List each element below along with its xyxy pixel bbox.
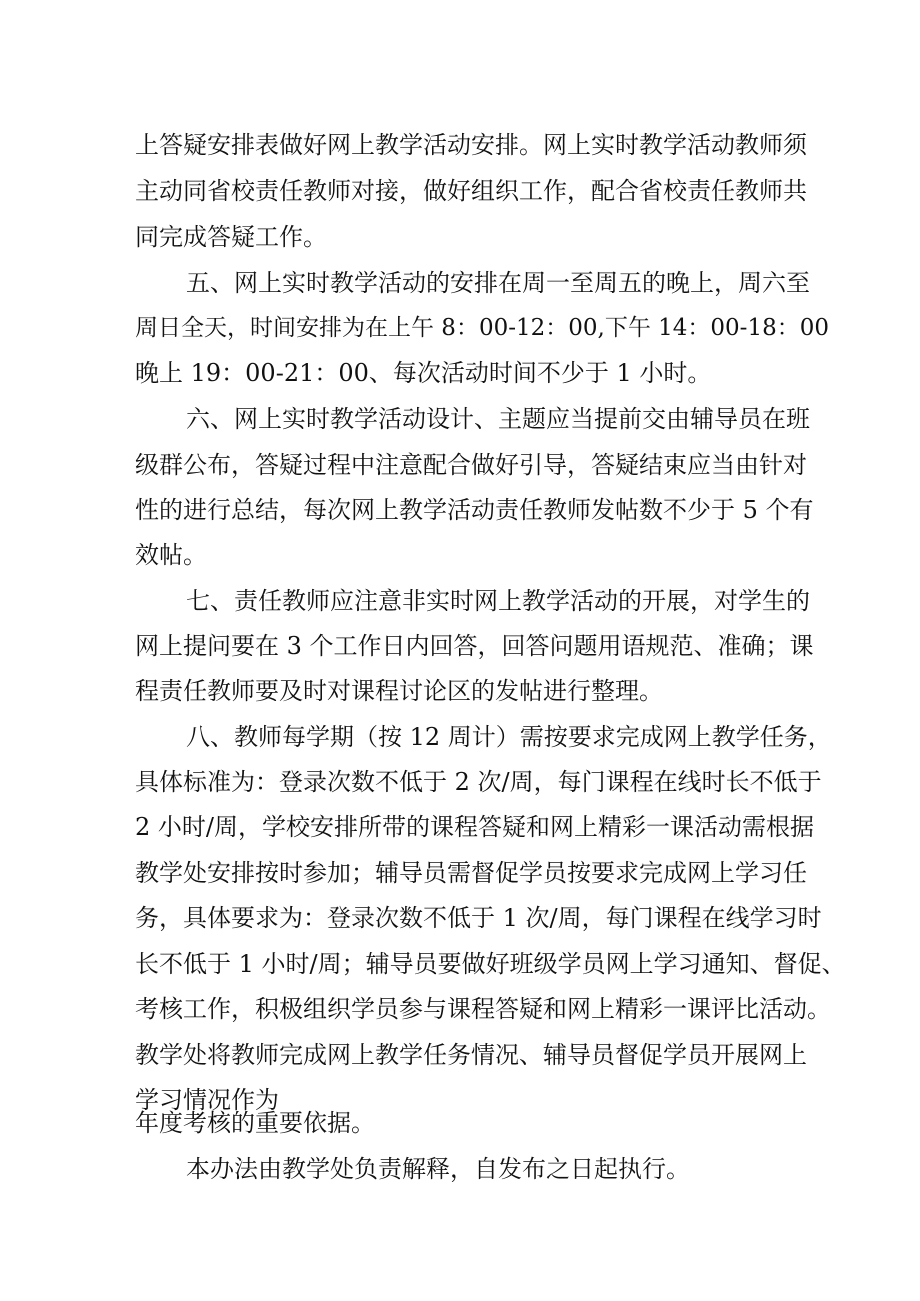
text-line: 级群公布，答疑过程中注意配合做好引导，答疑结束应当由针对	[135, 451, 807, 479]
text-line: 同完成答疑工作。	[135, 223, 327, 251]
text-line: 程责任教师要及时对课程讨论区的发帖进行整理。	[135, 677, 663, 705]
text-line: 网上提问要在 3 个工作日内回答，回答问题用语规范、准确；课	[135, 632, 814, 660]
closing-statement: 本办法由教学处负责解释，自发布之日起执行。	[186, 1155, 690, 1183]
text-line: 教学处将教师完成网上教学任务情况、辅导员督促学员开展网上	[135, 1041, 807, 1069]
text-line: 考核工作，积极组织学员参与课程答疑和网上精彩一课评比活动。	[135, 995, 831, 1023]
text-line: 年度考核的重要依据。	[135, 1109, 375, 1137]
text-line: 2 小时/周，学校安排所带的课程答疑和网上精彩一课活动需根据	[135, 813, 814, 841]
text-line: 性的进行总结，每次网上教学活动责任教师发帖数不少于 5 个有	[135, 496, 814, 524]
text-line: 长不低于 1 小时/周；辅导员要做好班级学员网上学习通知、督促、	[135, 950, 846, 978]
text-line: 周日全天，时间安排为在上午 8：00-12：00,下午 14：00-18：00	[135, 315, 829, 341]
paragraph-8-line: 八、教师每学期（按 12 周计）需按要求完成网上教学任务，	[186, 723, 832, 751]
text-line: 效帖。	[135, 541, 207, 569]
paragraph-7-line: 七、责任教师应注意非实时网上教学活动的开展，对学生的	[186, 587, 810, 615]
paragraph-5-line: 五、网上实时教学活动的安排在周一至周五的晚上，周六至	[186, 269, 810, 297]
paragraph-6-line: 六、网上实时教学活动设计、主题应当提前交由辅导员在班	[186, 405, 810, 433]
text-line: 上答疑安排表做好网上教学活动安排。网上实时教学活动教师须	[135, 131, 807, 159]
text-line: 学习情况作为	[135, 1086, 279, 1114]
text-line: 教学处安排按时参加；辅导员需督促学员按要求完成网上学习任	[135, 859, 807, 887]
text-line: 晚上 19：00-21：00、每次活动时间不少于 1 小时。	[135, 359, 712, 387]
text-line: 具体标准为：登录次数不低于 2 次/周，每门课程在线时长不低于	[135, 768, 822, 796]
text-line: 务，具体要求为：登录次数不低于 1 次/周，每门课程在线学习时	[135, 904, 822, 932]
text-line: 主动同省校责任教师对接，做好组织工作，配合省校责任教师共	[135, 177, 807, 205]
